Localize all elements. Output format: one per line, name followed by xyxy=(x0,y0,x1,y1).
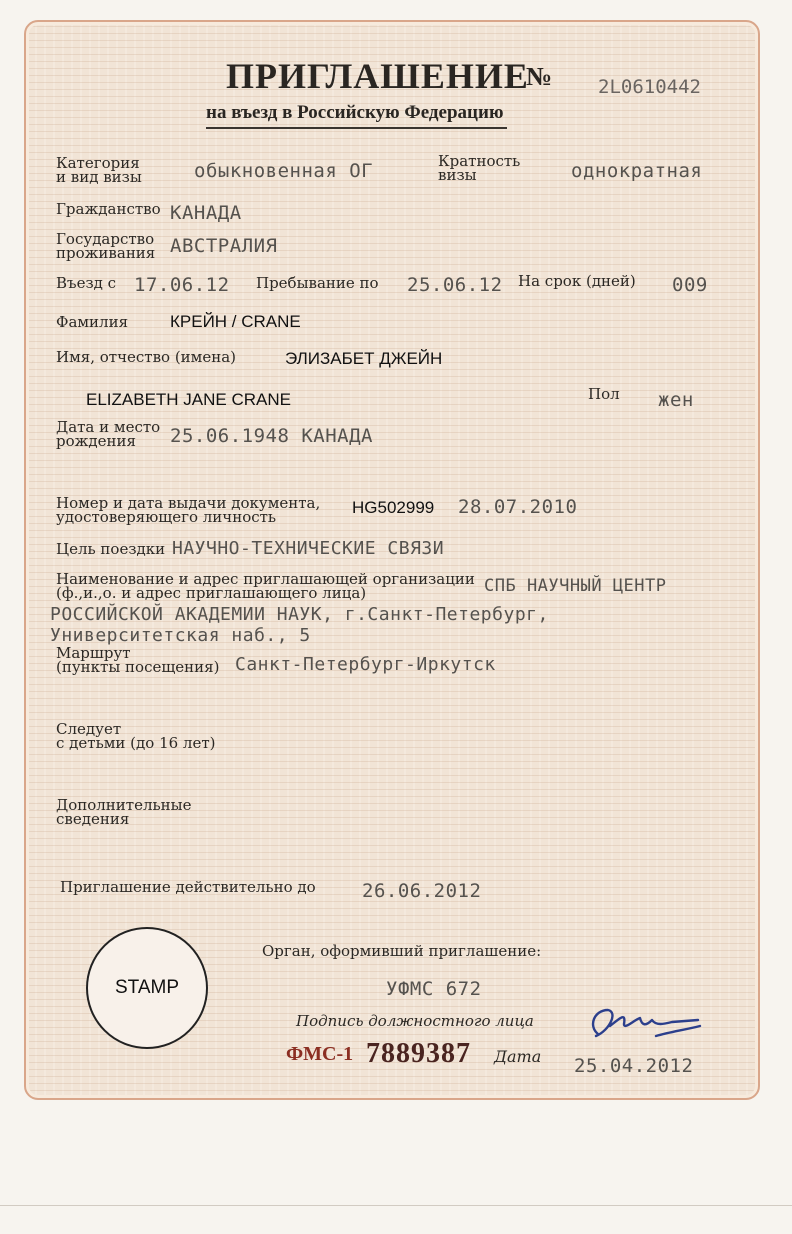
visa-category-label-line1: Категория xyxy=(56,154,140,172)
given-names-value: ЭЛИЗАБЕТ ДЖЕЙН xyxy=(285,349,443,368)
citizenship-label: Гражданство xyxy=(56,200,161,218)
purpose-value: НАУЧНО-ТЕХНИЧЕСКИЕ СВЯЗИ xyxy=(172,538,445,559)
document-subtitle: на въезд в Российскую Федерацию xyxy=(206,102,507,129)
official-signature xyxy=(580,996,710,1046)
document-label-line2: удостоверяющего личность xyxy=(56,508,277,526)
surname-label: Фамилия xyxy=(56,313,129,331)
entry-value: 17.06.12 xyxy=(134,274,230,296)
entry-label: Въезд с xyxy=(56,274,117,292)
signature-label: Подпись должностного лица xyxy=(296,1012,534,1030)
given-names-label: Имя, отчество (имена) xyxy=(56,348,236,366)
route-value: Санкт-Петербург-Иркутск xyxy=(235,654,496,675)
visa-multiplicity-value: однократная xyxy=(571,160,703,182)
residence-label xyxy=(56,232,155,260)
sex-label: Пол xyxy=(588,385,620,403)
additional-info-label-line1: Дополнительные xyxy=(56,796,192,814)
children-label-line1: Следует xyxy=(56,720,122,738)
duration-value: 009 xyxy=(672,274,708,296)
residence-value: АВСТРАЛИЯ xyxy=(170,235,278,257)
visa-category-label-line2: и вид визы xyxy=(56,168,142,186)
visa-multiplicity-label-line2: визы xyxy=(438,166,477,184)
valid-until-value: 26.06.2012 xyxy=(362,880,482,902)
duration-label: На срок (дней) xyxy=(518,272,636,290)
sex-value: жен xyxy=(658,389,694,411)
additional-info-label xyxy=(56,798,191,826)
visa-multiplicity-label-line1: Кратность xyxy=(438,152,521,170)
organization-value-line2: РОССИЙСКОЙ АКАДЕМИИ НАУК, г.Санкт-Петербург, xyxy=(50,604,549,625)
birth-value: 25.06.1948 КАНАДА xyxy=(170,425,373,447)
document-label-line1: Номер и дата выдачи документа, xyxy=(56,494,321,512)
route-label xyxy=(56,646,220,674)
given-names-latin-value: ELIZABETH JANE CRANE xyxy=(86,390,291,409)
stamp-seal xyxy=(86,927,208,1049)
citizenship-value: КАНАДА xyxy=(170,202,242,224)
organization-value-line3: Университетская наб., 5 xyxy=(50,625,311,646)
organization-label-line1: Наименование и адрес приглашающей организации xyxy=(56,570,475,588)
form-number: 7889387 xyxy=(366,1038,471,1069)
stay-until-label: Пребывание по xyxy=(256,274,379,292)
visa-category-value: обыкновенная ОГ xyxy=(194,160,374,182)
issuer-label: Орган, оформивший приглашение: xyxy=(262,942,542,960)
date-label: Дата xyxy=(494,1047,542,1066)
valid-until-label: Приглашение действительно до xyxy=(60,878,316,896)
document-date-value: 28.07.2010 xyxy=(458,496,578,518)
number-sign: № xyxy=(526,62,553,91)
organization-label-line2: (ф.,и.,о. и адрес приглашающего лица) xyxy=(56,584,367,602)
surname-value: КРЕЙН / CRANE xyxy=(170,312,301,331)
residence-label-line2: проживания xyxy=(56,244,156,262)
children-label xyxy=(56,722,215,750)
form-code: ФМС-1 xyxy=(286,1043,354,1065)
route-label-line2: (пункты посещения) xyxy=(56,658,220,676)
residence-label-line1: Государство xyxy=(56,230,155,248)
birth-label-line2: рождения xyxy=(56,432,137,450)
birth-label xyxy=(56,420,160,448)
purpose-label: Цель поездки xyxy=(56,540,166,558)
document-label xyxy=(56,496,320,524)
children-label-line2: с детьми (до 16 лет) xyxy=(56,734,216,752)
document-number-value: HG502999 xyxy=(352,498,435,517)
serial-number: 2L0610442 xyxy=(598,76,701,98)
page-edge-divider xyxy=(0,1205,792,1206)
issuer-value: УФМС 672 xyxy=(386,978,482,1000)
organization-label xyxy=(56,572,475,600)
stay-until-value: 25.06.12 xyxy=(407,274,503,296)
issue-date-value: 25.04.2012 xyxy=(574,1055,694,1077)
visa-category-label xyxy=(56,156,142,184)
visa-multiplicity-label xyxy=(438,154,520,182)
stamp-text: STAMP xyxy=(114,977,180,998)
route-label-line1: Маршрут xyxy=(56,644,131,662)
organization-value-line1: СПБ НАУЧНЫЙ ЦЕНТР xyxy=(484,576,667,596)
additional-info-label-line2: сведения xyxy=(56,810,130,828)
document-title: ПРИГЛАШЕНИЕ xyxy=(226,56,529,96)
birth-label-line1: Дата и место xyxy=(56,418,161,436)
